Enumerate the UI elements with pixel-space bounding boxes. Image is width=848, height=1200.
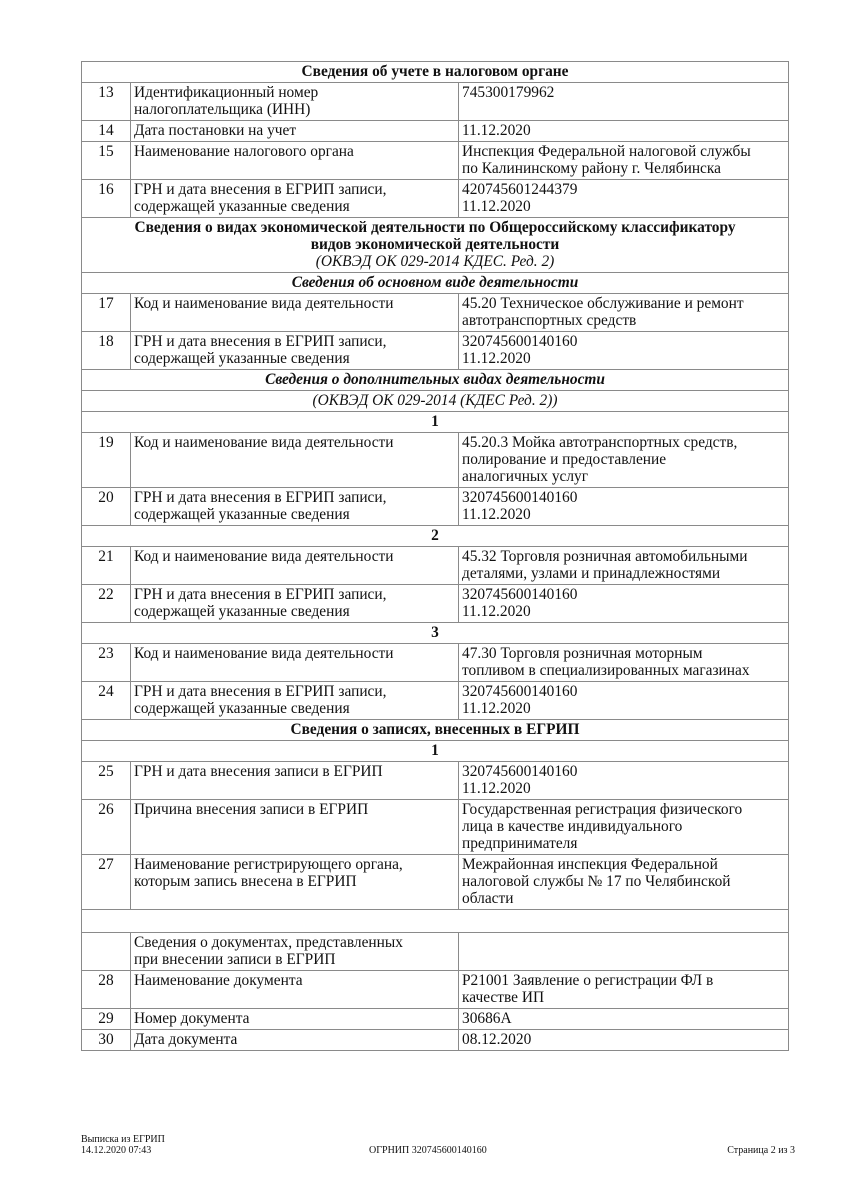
table-row — [82, 180, 789, 218]
row-number: 26 — [82, 800, 131, 855]
table-row — [82, 644, 789, 682]
table-row — [82, 1009, 789, 1030]
subsection-header-additional-activities — [82, 370, 789, 391]
footer-timestamp: 14.12.2020 07:43 — [81, 1145, 152, 1156]
row-label: Код и наименование вида деятельности — [131, 294, 459, 332]
row-value: 420745601244379 11.12.2020 — [459, 180, 789, 218]
group-header — [82, 526, 789, 547]
row-label: ГРН и дата внесения в ЕГРИП записи, содержащей указанные сведения — [131, 585, 459, 623]
subsection-note: (ОКВЭД ОК 029-2014 (КДЕС Ред. 2)) — [82, 391, 789, 412]
table-row — [82, 971, 789, 1009]
group-header — [82, 623, 789, 644]
row-number: 17 — [82, 294, 131, 332]
row-label: Наименование документа — [131, 971, 459, 1009]
row-value: 45.32 Торговля розничная автомобильными деталями, узлами и принадлежностями — [459, 547, 789, 585]
subsection-note-row — [82, 391, 789, 412]
row-number: 18 — [82, 332, 131, 370]
row-label: Код и наименование вида деятельности — [131, 644, 459, 682]
row-label: Причина внесения записи в ЕГРИП — [131, 800, 459, 855]
row-number: 13 — [82, 83, 131, 121]
group-index: 2 — [82, 526, 789, 547]
row-number: 22 — [82, 585, 131, 623]
table-row — [82, 762, 789, 800]
row-label: Номер документа — [131, 1009, 459, 1030]
section-header-okved — [82, 218, 789, 273]
row-number: 27 — [82, 855, 131, 910]
footer-left — [81, 1134, 165, 1156]
row-value: 745300179962 — [459, 83, 789, 121]
table-row — [82, 142, 789, 180]
row-number: 19 — [82, 433, 131, 488]
table-row — [82, 294, 789, 332]
blank-row — [82, 910, 789, 933]
documents-header-row — [82, 933, 789, 971]
section-note: (ОКВЭД ОК 029-2014 КДЕС. Ред. 2) — [315, 253, 555, 270]
table-row — [82, 585, 789, 623]
group-index: 1 — [82, 741, 789, 762]
row-label: Код и наименование вида деятельности — [131, 547, 459, 585]
row-value: 320745600140160 11.12.2020 — [459, 332, 789, 370]
row-label: Дата постановки на учет — [131, 121, 459, 142]
section-title: Сведения о записях, внесенных в ЕГРИП — [82, 720, 789, 741]
table-row — [82, 800, 789, 855]
subsection-header-main-activity — [82, 273, 789, 294]
section-header-records — [82, 720, 789, 741]
row-number: 14 — [82, 121, 131, 142]
documents-header-label: Сведения о документах, представленных при внесении записи в ЕГРИП — [131, 933, 459, 971]
row-value: 320745600140160 11.12.2020 — [459, 585, 789, 623]
row-value: Государственная регистрация физического лица в качестве индивидуального предпринимателя — [459, 800, 789, 855]
row-value: 30686А — [459, 1009, 789, 1030]
row-label: Наименование налогового органа — [131, 142, 459, 180]
subsection-title: Сведения о дополнительных видах деятельности — [82, 370, 789, 391]
section-title: Сведения об учете в налоговом органе — [82, 62, 789, 83]
row-number: 24 — [82, 682, 131, 720]
row-number: 30 — [82, 1030, 131, 1051]
section-title: Сведения о видах экономической деятельности по Общероссийскому классификатору видов экономической деятельности (ОКВЭД ОК 029-2014 КДЕС. Ред. 2) — [82, 218, 789, 273]
row-label: ГРН и дата внесения в ЕГРИП записи, содержащей указанные сведения — [131, 332, 459, 370]
table-row — [82, 121, 789, 142]
group-header — [82, 741, 789, 762]
egrip-extract-table — [81, 61, 789, 1051]
row-number-empty — [82, 933, 131, 971]
row-value: 320745600140160 11.12.2020 — [459, 762, 789, 800]
footer-ogrnip: ОГРНИП 320745600140160 — [369, 1145, 487, 1156]
footer-doc-title: Выписка из ЕГРИП — [81, 1134, 165, 1145]
table-row — [82, 855, 789, 910]
row-value: Р21001 Заявление о регистрации ФЛ в качестве ИП — [459, 971, 789, 1009]
row-number: 25 — [82, 762, 131, 800]
row-value: 320745600140160 11.12.2020 — [459, 488, 789, 526]
row-value: 320745600140160 11.12.2020 — [459, 682, 789, 720]
table-row — [82, 488, 789, 526]
row-number: 29 — [82, 1009, 131, 1030]
footer-page-number: Страница 2 из 3 — [727, 1145, 795, 1156]
row-label: ГРН и дата внесения записи в ЕГРИП — [131, 762, 459, 800]
table-row — [82, 83, 789, 121]
row-label: ГРН и дата внесения в ЕГРИП записи, содержащей указанные сведения — [131, 488, 459, 526]
row-label: ГРН и дата внесения в ЕГРИП записи, содержащей указанные сведения — [131, 180, 459, 218]
table-row — [82, 1030, 789, 1051]
table-row — [82, 547, 789, 585]
row-number: 16 — [82, 180, 131, 218]
page-footer — [81, 1134, 795, 1158]
table-row — [82, 682, 789, 720]
row-value: Межрайонная инспекция Федеральной налоговой службы № 17 по Челябинской области — [459, 855, 789, 910]
group-index: 3 — [82, 623, 789, 644]
row-label: Наименование регистрирующего органа, которым запись внесена в ЕГРИП — [131, 855, 459, 910]
row-value: 11.12.2020 — [459, 121, 789, 142]
row-number: 21 — [82, 547, 131, 585]
row-value: Инспекция Федеральной налоговой службы по Калининскому району г. Челябинска — [459, 142, 789, 180]
row-number: 28 — [82, 971, 131, 1009]
row-label: ГРН и дата внесения в ЕГРИП записи, содержащей указанные сведения — [131, 682, 459, 720]
row-number: 20 — [82, 488, 131, 526]
section-header-tax — [82, 62, 789, 83]
row-number: 15 — [82, 142, 131, 180]
group-index: 1 — [82, 412, 789, 433]
row-value: 45.20.3 Мойка автотранспортных средств, полирование и предоставление аналогичных услуг — [459, 433, 789, 488]
blank-cell — [82, 910, 789, 933]
row-label: Дата документа — [131, 1030, 459, 1051]
table-row — [82, 332, 789, 370]
row-value: 08.12.2020 — [459, 1030, 789, 1051]
row-value: 45.20 Техническое обслуживание и ремонт автотранспортных средств — [459, 294, 789, 332]
row-label: Идентификационный номер налогоплательщика (ИНН) — [131, 83, 459, 121]
row-number: 23 — [82, 644, 131, 682]
row-value: 47.30 Торговля розничная моторным топливом в специализированных магазинах — [459, 644, 789, 682]
group-header — [82, 412, 789, 433]
row-value-empty — [459, 933, 789, 971]
table-row — [82, 433, 789, 488]
subsection-title: Сведения об основном виде деятельности — [82, 273, 789, 294]
row-label: Код и наименование вида деятельности — [131, 433, 459, 488]
